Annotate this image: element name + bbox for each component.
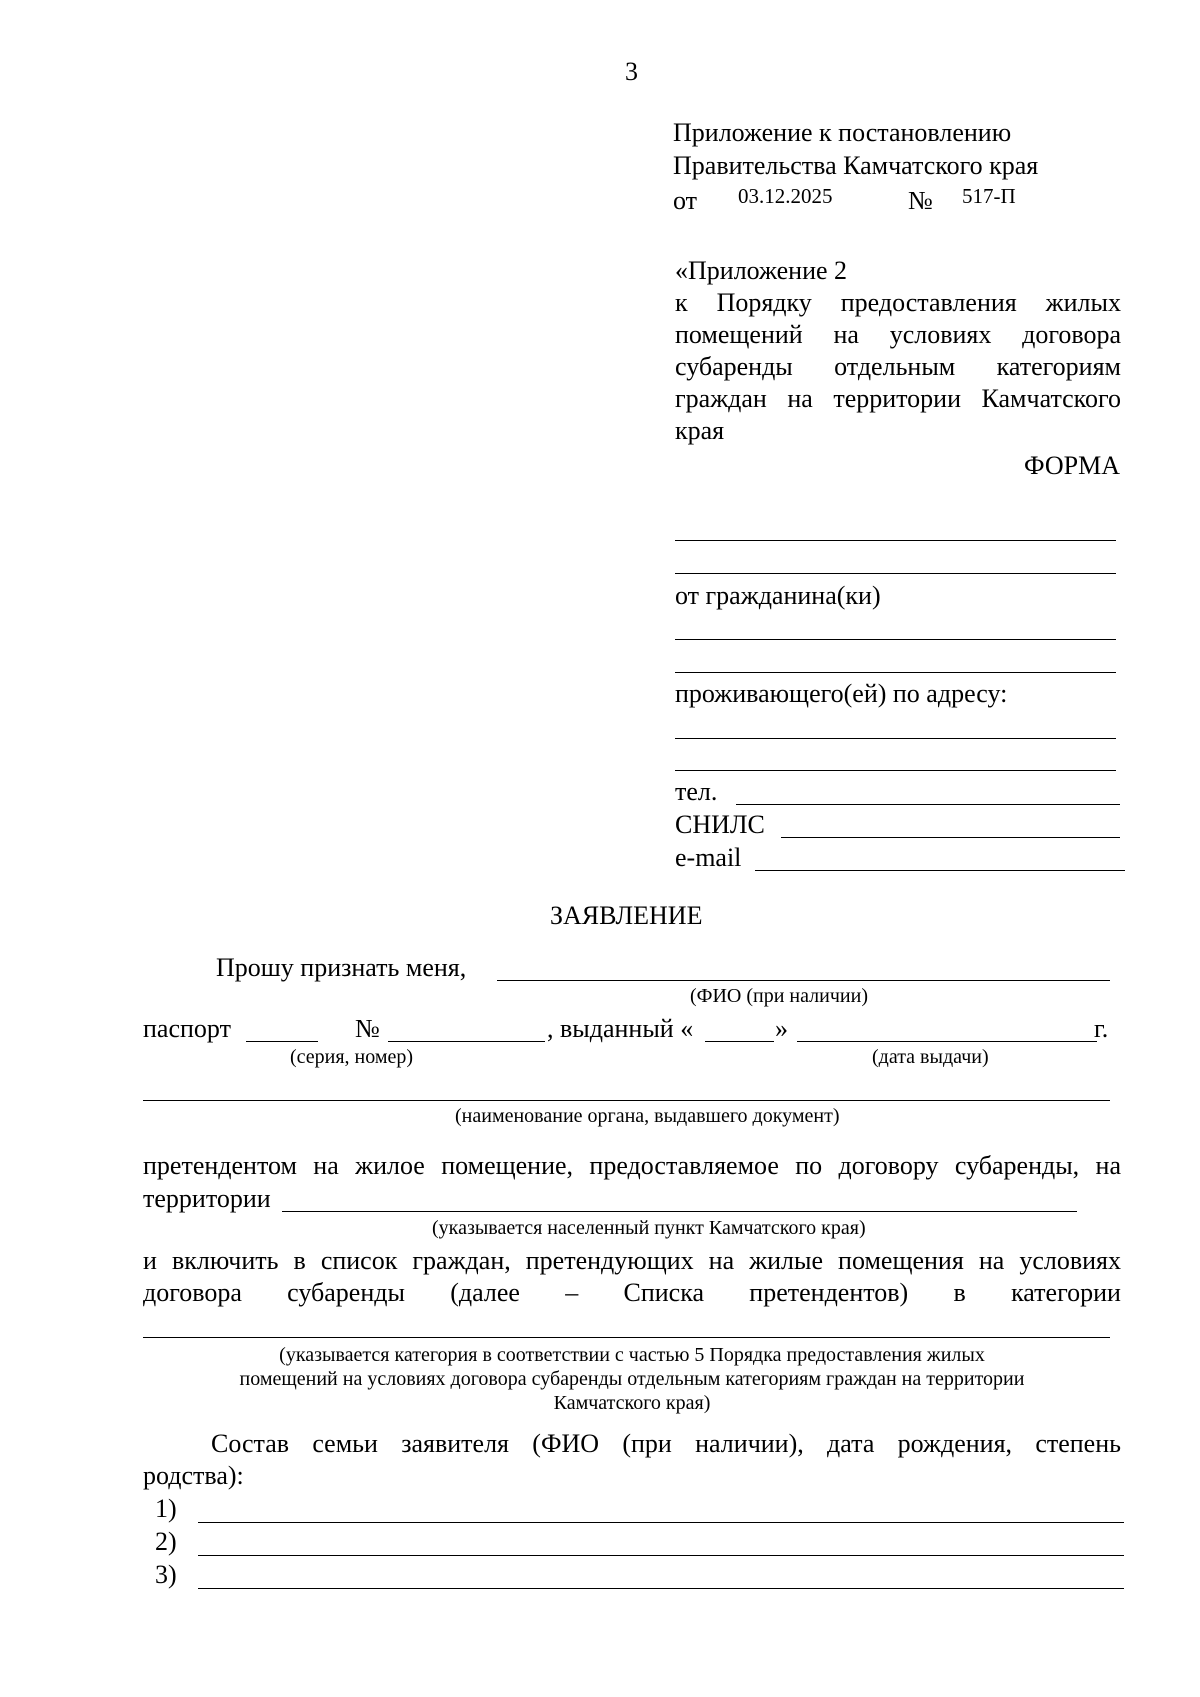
citizen-name-line-2[interactable] [675,672,1116,673]
applicant-paragraph [143,1150,1121,1182]
include-paragraph [143,1245,1121,1309]
family-word: (при [622,1429,672,1458]
applicant-line: претендентом на жилое помещение, предоставляемое по договору субаренды, на [143,1151,1121,1180]
category-caption-line: Камчатского края) [553,1392,711,1414]
request-text: Прошу признать меня, [216,953,467,982]
issued-close-quote: » [775,1014,788,1043]
page-number: 3 [625,57,638,86]
series-caption: (серия, номер) [290,1046,414,1068]
family-word: дата [827,1429,875,1458]
include-word: договора [143,1278,242,1307]
passport-label: паспорт [143,1014,231,1043]
territory-caption: (указывается населенный пункт Камчатского края) [432,1217,866,1239]
statement-title: ЗАЯВЛЕНИЕ [550,901,703,930]
address-label: проживающего(ей) по адресу: [675,679,1008,708]
category-caption-line: (указывается категория в соответствии с частью 5 Порядка предоставления жилых [279,1344,985,1366]
appendix-line: края [675,416,725,445]
include-word: Списка [623,1278,705,1307]
include-word: (далее [450,1278,520,1307]
year-suffix: г. [1094,1014,1109,1043]
territory-field[interactable] [282,1211,1077,1212]
address-line-1[interactable] [675,738,1116,739]
issue-date-field[interactable] [797,1041,1097,1042]
appendix-line: к Порядку предоставления жилых [675,288,1121,317]
family-member-field[interactable] [198,1588,1124,1589]
include-line-2 [143,1277,1121,1309]
appendix-line: граждан на территории Камчатского [675,384,1121,413]
family-word: рождения, [897,1429,1013,1458]
header-number-sign: № [908,186,933,215]
phone-field[interactable] [736,804,1120,805]
email-field[interactable] [755,870,1125,871]
include-word: – [565,1278,579,1307]
include-word: в [953,1278,966,1307]
appendix-line: помещений на условиях договора [675,320,1121,349]
header-line-1: Приложение к постановлению [673,118,1012,147]
from-citizen-label: от гражданина(ки) [675,581,881,610]
family-item-number: 1) [155,1494,177,1523]
family-word: (ФИО [532,1429,600,1458]
header-line-2: Правительства Камчатского края [673,151,1039,180]
snils-field[interactable] [781,837,1120,838]
passport-series-field[interactable] [246,1041,318,1042]
issued-label: , выданный « [547,1014,694,1043]
citizen-name-line-1[interactable] [675,639,1116,640]
category-field[interactable] [143,1337,1110,1338]
category-caption-line: помещений на условиях договора субаренды отдельным категориям граждан на территории [239,1368,1025,1390]
family-member-field[interactable] [198,1522,1124,1523]
family-line-2: родства): [143,1461,244,1490]
appendix-title: «Приложение 2 [675,256,848,285]
phone-label: тел. [675,777,718,806]
family-item-number: 2) [155,1527,177,1556]
fio-field[interactable] [497,980,1110,981]
territory-label: территории [143,1184,271,1213]
include-word: категории [1011,1278,1121,1307]
appendix-line: субаренды отдельным категориям [675,352,1121,381]
family-item-number: 3) [155,1560,177,1589]
family-word: наличии), [695,1429,804,1458]
header-date: 03.12.2025 [738,184,833,208]
include-line-1: и включить в список граждан, претендующих на жилые помещения на условиях [143,1246,1121,1275]
snils-label: СНИЛС [675,810,765,839]
address-line-2[interactable] [675,770,1116,771]
email-label: e-mail [675,843,742,872]
header-number: 517-П [962,184,1016,208]
passport-number-sign: № [355,1014,380,1043]
addressee-line-1[interactable] [675,540,1116,541]
header-date-prefix: от [673,186,698,215]
fio-caption: (ФИО (при наличии) [690,985,868,1007]
family-paragraph [143,1428,1121,1492]
appendix-text [675,287,1121,447]
family-word: Состав [211,1429,290,1458]
family-word: семьи [312,1429,378,1458]
family-word: заявителя [401,1429,510,1458]
include-word: субаренды [287,1278,405,1307]
authority-field[interactable] [143,1100,1110,1101]
date-caption: (дата выдачи) [872,1046,989,1068]
form-label: ФОРМА [1024,451,1120,480]
passport-number-field[interactable] [388,1041,545,1042]
family-line-1 [143,1428,1121,1460]
family-member-field[interactable] [198,1555,1124,1556]
issue-day-field[interactable] [705,1041,774,1042]
category-caption [143,1343,1121,1415]
family-word: степень [1035,1429,1121,1458]
include-word: претендентов) [749,1278,909,1307]
authority-caption: (наименование органа, выдавшего документ) [455,1105,840,1127]
addressee-line-2[interactable] [675,573,1116,574]
